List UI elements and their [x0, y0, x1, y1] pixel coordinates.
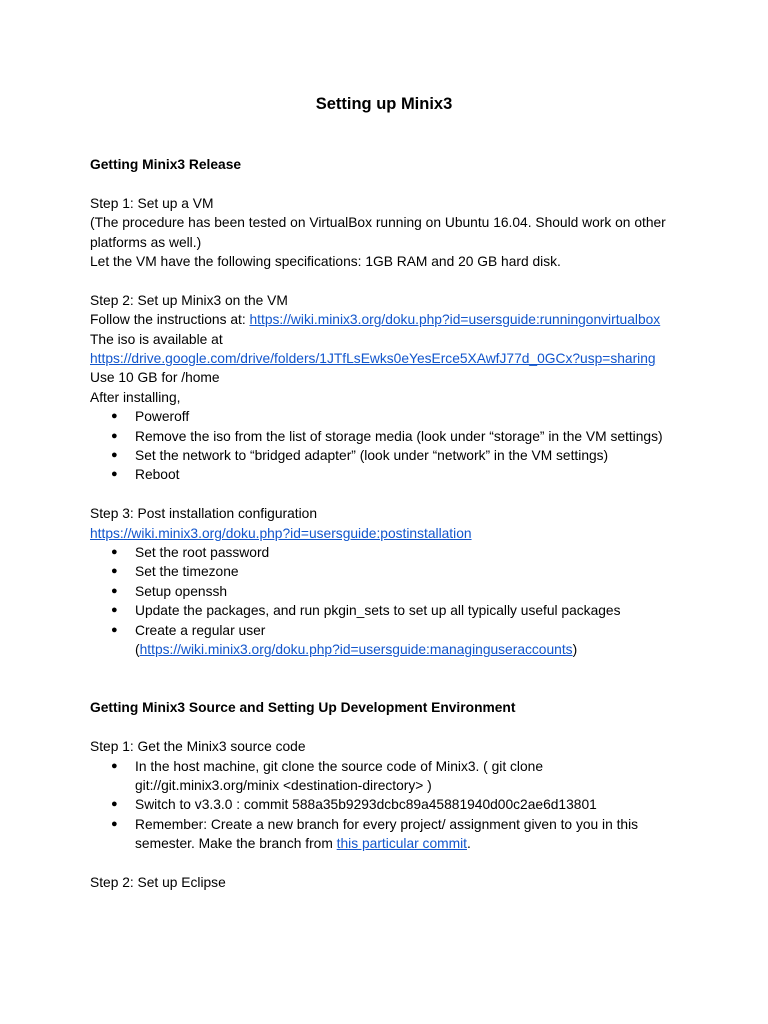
bullet-icon: ●	[111, 410, 118, 423]
list-item	[90, 621, 690, 660]
bullet-icon: ●	[111, 798, 118, 811]
list-item-text: Poweroff	[135, 409, 190, 425]
list-item-text: Remove the iso from the list of storage media (look under “storage” in the VM settings)	[135, 428, 663, 444]
step2-follow-line	[90, 310, 690, 329]
spacer	[90, 679, 690, 698]
commit-line-prefix: semester. Make the branch from	[135, 836, 337, 852]
source-step2-heading: Step 2: Set up Eclipse	[90, 874, 226, 890]
list-item-text: Set the timezone	[135, 564, 239, 580]
section-heading-release: Getting Minix3 Release	[90, 157, 242, 172]
list-item-text: Switch to v3.3.0 : commit 588a35b9293dcbc89a45881940d00c2ae6d13801	[135, 797, 597, 813]
section-heading-source: Getting Minix3 Source and Setting Up Development Environment	[90, 700, 516, 716]
user-accounts-line	[135, 640, 690, 659]
paren-close: )	[572, 642, 578, 658]
list-item	[90, 407, 690, 426]
paren-open: (	[135, 642, 140, 658]
bullet-icon: ●	[111, 584, 118, 597]
source-step1-heading: Step 1: Get the Minix3 source code	[90, 739, 306, 755]
bullet-icon: ●	[111, 429, 118, 442]
list-item	[90, 562, 690, 581]
step1-note-line1: (The procedure has been tested on VirtualBox running on Ubuntu 16.04. Should work on other	[90, 215, 666, 231]
list-item	[90, 795, 690, 814]
list-item-text: git://git.minix3.org/minix <destination-directory> )	[135, 777, 432, 793]
bullet-icon: ●	[111, 468, 118, 481]
list-item-text: Create a regular user	[135, 622, 266, 638]
list-item	[90, 815, 690, 854]
spacer	[90, 174, 690, 193]
list-item	[90, 427, 690, 446]
list-item-text: Setup openssh	[135, 583, 228, 599]
list-item-text: In the host machine, git clone the source code of Minix3. ( git clone	[135, 758, 543, 774]
after-installing-text: After installing,	[90, 389, 181, 405]
document-title: Setting up Minix3	[315, 95, 453, 113]
step1-note-line2: platforms as well.)	[90, 234, 202, 250]
list-item	[90, 601, 690, 620]
spacer	[90, 485, 690, 504]
step1-spec: Let the VM have the following specifications: 1GB RAM and 20 GB hard disk.	[90, 254, 561, 270]
list-item-text: Reboot	[135, 467, 180, 483]
commit-link[interactable]: this particular commit	[336, 836, 468, 852]
source-step1-list	[90, 757, 690, 854]
postinstall-list	[90, 543, 690, 659]
list-item-text: Set the network to “bridged adapter” (look under “network” in the VM settings)	[135, 448, 609, 464]
spacer	[90, 854, 690, 873]
step1-heading: Step 1: Set up a VM	[90, 195, 214, 211]
bullet-icon: ●	[111, 759, 118, 772]
bullet-icon: ●	[111, 623, 118, 636]
list-item	[90, 757, 690, 796]
list-item-text: Set the root password	[135, 545, 270, 561]
virtualbox-guide-link[interactable]: https://wiki.minix3.org/doku.php?id=usersguide:runningonvirtualbox	[249, 312, 661, 328]
iso-drive-link[interactable]: https://drive.google.com/drive/folders/1JTfLsEwks0eYesErce5XAwfJ77d_0GCx?usp=sharing	[90, 351, 656, 367]
spacer	[90, 718, 690, 737]
bullet-icon: ●	[111, 565, 118, 578]
commit-line-suffix: .	[467, 836, 471, 852]
spacer	[90, 271, 690, 290]
iso-text: The iso is available at	[90, 331, 223, 347]
postinstall-link[interactable]: https://wiki.minix3.org/doku.php?id=usersguide:postinstallation	[90, 525, 472, 541]
list-item	[90, 465, 690, 484]
list-item-text: Remember: Create a new branch for every project/ assignment given to you in this	[135, 816, 639, 832]
list-item	[90, 446, 690, 465]
step2-follow-prefix: Follow the instructions at:	[90, 312, 250, 328]
bullet-icon: ●	[111, 817, 118, 830]
bullet-icon: ●	[111, 449, 118, 462]
document-body	[90, 155, 690, 892]
commit-line	[135, 834, 690, 853]
bullet-icon: ●	[111, 546, 118, 559]
list-item-text: Update the packages, and run pkgin_sets to set up all typically useful packages	[135, 603, 621, 619]
bullet-icon: ●	[111, 604, 118, 617]
spacer	[90, 660, 690, 679]
after-install-list	[90, 407, 690, 485]
home-size-text: Use 10 GB for /home	[90, 370, 220, 386]
step2-heading: Step 2: Set up Minix3 on the VM	[90, 292, 288, 308]
user-accounts-link[interactable]: https://wiki.minix3.org/doku.php?id=usersguide:managinguseraccounts	[139, 642, 573, 658]
postinstall-line	[90, 524, 690, 543]
list-item	[90, 543, 690, 562]
step3-heading: Step 3: Post installation configuration	[90, 506, 318, 522]
list-item	[90, 582, 690, 601]
iso-line	[90, 349, 690, 368]
